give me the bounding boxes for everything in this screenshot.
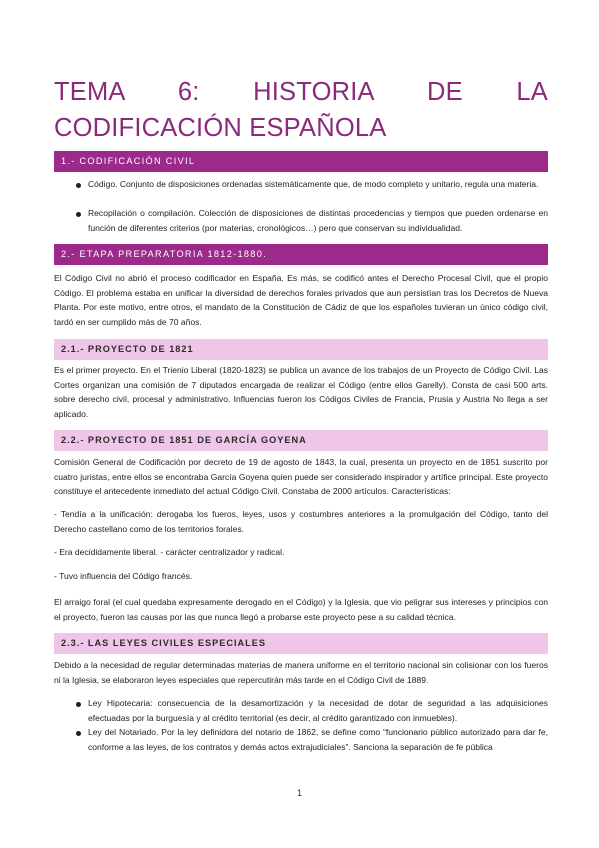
document-title: TEMA 6: HISTORIA DE LA CODIFICACIÓN ESPAÑOLA — [54, 78, 548, 142]
bullet-dot — [76, 702, 81, 707]
paragraph-leyes-especiales: Debido a la necesidad de regular determinadas materias de manera uniforme en el territorio nacional sin colisionar con los fueros ni la Iglesia, se elaboraron leyes especiales que repercutirán más tarde en el Código Civil de 1889. — [54, 660, 548, 685]
paragraph-influencia: - Tuvo influencia del Código francés. — [54, 571, 193, 581]
bullet-dot — [76, 731, 81, 736]
page-number: 1 — [296, 788, 302, 798]
paragraph-comision-general: Comisión General de Codificación por decreto de 19 de agosto de 1843, la cual, presenta un proyecto en de 1851 suscrito por cuatro juristas, entre ellos se encontraba García Goyena quien puede ser considerado inspirador y artífice principal. Este proyecto constituye el antecedente inmediato del actual Código Civil. Constaba de 2000 artículos. Características: — [54, 457, 548, 497]
paragraph-arraigo-foral: El arraigo foral (el cual quedaba expresamente derogado en el Código) y la Iglesia, que vio peligrar sus intereses y principios con el proyecto, fueron las causas por las que nunca llegó a probarse este proyecto pese a su calidad técnica. — [54, 597, 548, 622]
bullet-text-codigo: Código. Conjunto de disposiciones ordenadas sistemáticamente que, de modo completo y unitario, regula una materia. — [88, 179, 539, 189]
subsection-heading-2-1: 2.1.- PROYECTO DE 1821 — [54, 339, 548, 360]
bullet-text-recopilacion: Recopilación o compilación. Colección de disposiciones de distintas procedencias y tiempos que pueden ordenarse en función de diferentes criterios (por materias, cronológicos…) pero que conservan su individualidad. — [88, 208, 548, 233]
paragraph-unificacion: - Tendía a la unificación: derogaba los fueros, leyes, usos y costumbres anteriores a la promulgación del Código, tanto del Derecho castellano como de los territorios forales. — [54, 509, 548, 534]
bullet-text-ley-hipotecaria: Ley Hipotecaria: consecuencia de la desamortización y la necesidad de dotar de seguridad a las adquisiciones efectuadas por la burguesía y al crédito territorial (es decir, al crédito garantizado con inmuebles). — [88, 698, 548, 723]
subsection-heading-2-3: 2.3.- LAS LEYES CIVILES ESPECIALES — [54, 633, 548, 654]
section-heading-1: 1.- CODIFICACIÓN CIVIL — [54, 151, 548, 172]
bullet-text-ley-notariado: Ley del Notariado. Por la ley definidora del notario de 1862, se define como “funcionario público autorizado para dar fe, conforme a las leyes, de los contratos y demás actos extrajudiciales”. Sanciona la separación de fe pública — [88, 727, 548, 752]
paragraph-liberal: - Era decididamente liberal. - carácter centralizador y radical. — [54, 547, 285, 557]
bullet-dot — [76, 212, 81, 217]
paragraph-etapa-preparatoria: El Código Civil no abrió el proceso codificador en España. Es más, se codificó antes el Derecho Procesal Civil, que el propio Código. El problema estaba en unificar la diversidad de derechos forales privados que aun persistían tras los Decretos de Nueva Planta. Por este motivo, entre otros, el mandato de la Constitución de Cádiz de que los españoles tuvieran un único código civil, tardó en ser cumplido más de 70 años. — [54, 273, 548, 328]
section-heading-2: 2.- ETAPA PREPARATORIA 1812-1880. — [54, 244, 548, 265]
bullet-dot — [76, 183, 81, 188]
paragraph-proyecto-1821: Es el primer proyecto. En el Trienio Liberal (1820-1823) se publica un avance de los trabajos de un Proyecto de Código Civil. Las Cortes organizan una comisión de 7 diputados encargada de realizar el Código (entre ellos Garelly). Consta de casi 500 arts. sobre derecho civil, procesal y administrativo. Influencias fueron los Códigos Civiles de Francia, Prusia y Austria No llega a ser aplicado. — [54, 365, 548, 420]
subsection-heading-2-2: 2.2.- PROYECTO DE 1851 DE GARCÍA GOYENA — [54, 430, 548, 451]
